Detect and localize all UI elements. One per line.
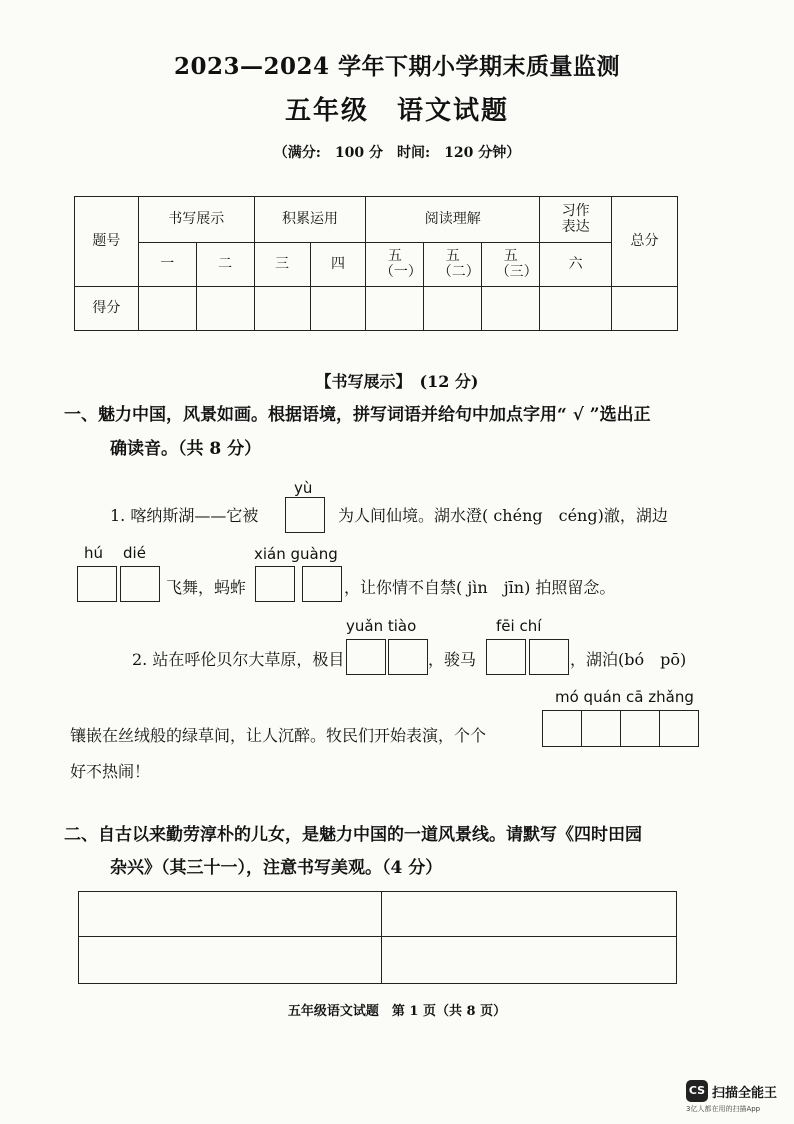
score-cell[interactable] — [540, 287, 612, 331]
answer-box[interactable] — [255, 566, 295, 602]
answer-box[interactable] — [529, 639, 569, 675]
item2-text-a: 2. 站在呼伦贝尔大草原，极目 — [132, 650, 345, 669]
score-cell[interactable] — [482, 287, 540, 331]
question2-line2: 杂兴》（其三十一），注意书写美观。（4 分） — [110, 858, 443, 878]
watermark-name: 扫描全能王 — [712, 1086, 778, 1101]
item2-text-e: 好不热闹！ — [70, 762, 151, 781]
item2-text-b: ，骏马 — [428, 650, 477, 669]
group-reading: 阅读理解 — [366, 197, 540, 243]
q-header-6: 六 — [540, 243, 612, 287]
watermark-sub: 3亿人都在用的扫描App — [686, 1105, 761, 1113]
exam-title: 2023—2024 学年下期小学期末质量监测 — [173, 53, 621, 80]
score-cell[interactable] — [612, 287, 678, 331]
question1-line2: 确读音。（共 8 分） — [110, 439, 262, 459]
score-cell[interactable] — [424, 287, 482, 331]
answer-box[interactable] — [620, 710, 660, 747]
answer-box[interactable] — [77, 566, 117, 602]
group-usage: 积累运用 — [254, 197, 366, 243]
answer-box[interactable] — [346, 639, 386, 675]
score-cell[interactable] — [196, 287, 254, 331]
answer-box[interactable] — [542, 710, 582, 747]
grid-divider — [79, 936, 676, 937]
row-label-score: 得分 — [75, 287, 139, 331]
q-header-1: 一 — [138, 243, 196, 287]
pinyin-die: dié — [123, 544, 146, 562]
q-header-5c: 五（三） — [482, 243, 540, 287]
item1-text-b: 为人间仙境。湖水澄( chéng céng)澈，湖边 — [338, 506, 668, 525]
group-composition: 习作表达 — [540, 197, 612, 243]
grid-divider — [381, 892, 382, 983]
score-cell[interactable] — [254, 287, 310, 331]
answer-box[interactable] — [388, 639, 428, 675]
pinyin-feichi: fēi chí — [496, 617, 542, 635]
q-header-3: 三 — [254, 243, 310, 287]
score-cell[interactable] — [366, 287, 424, 331]
group-total: 总分 — [612, 197, 678, 287]
pinyin-yuantiao: yuǎn tiào — [346, 617, 417, 635]
pinyin-hu: hú — [84, 544, 104, 562]
answer-box[interactable] — [302, 566, 342, 602]
section-heading: 【书写展示】 (12 分) — [315, 372, 479, 391]
item1-text-d: ，让你情不自禁( jìn jīn) 拍照留念。 — [344, 578, 616, 597]
poem-writing-grid[interactable] — [78, 891, 677, 984]
page-footer: 五年级语文试题 第 1 页（共 8 页） — [287, 1004, 507, 1019]
answer-box[interactable] — [285, 497, 325, 533]
group-writing: 书写展示 — [138, 197, 254, 243]
pinyin-xianguang: xián guàng — [254, 545, 338, 563]
pinyin-yu: yù — [294, 479, 313, 497]
row-label-question: 题号 — [75, 197, 139, 287]
q-header-5b: 五（二） — [424, 243, 482, 287]
answer-box[interactable] — [486, 639, 526, 675]
answer-box[interactable] — [659, 710, 699, 747]
item1-text-c: 飞舞，蚂蚱 — [166, 578, 247, 597]
q-header-4: 四 — [310, 243, 366, 287]
exam-subtitle: 五年级 语文试题 — [284, 96, 509, 126]
pinyin-moquancazhang: mó quán cā zhǎng — [555, 688, 694, 706]
score-cell[interactable] — [138, 287, 196, 331]
question2-line1: 二、自古以来勤劳淳朴的儿女，是魅力中国的一道风景线。请默写《四时田园 — [64, 825, 642, 845]
score-table — [74, 196, 678, 331]
question1-line1: 一、魅力中国，风景如画。根据语境，拼写词语并给句中加点字用“ √ ”选出正 — [64, 405, 651, 425]
answer-box[interactable] — [581, 710, 621, 747]
q-header-2: 二 — [196, 243, 254, 287]
score-cell[interactable] — [310, 287, 366, 331]
item2-text-d: 镶嵌在丝绒般的绿草间，让人沉醉。牧民们开始表演，个个 — [70, 726, 487, 745]
camscanner-logo-icon: CS — [686, 1080, 708, 1102]
exam-meta: （满分: 100 分 时间: 120 分钟） — [273, 145, 521, 161]
q-header-5a: 五（一） — [366, 243, 424, 287]
item2-text-c: ，湖泊(bó pō) — [570, 650, 687, 669]
item1-text-a: 1. 喀纳斯湖——它被 — [110, 506, 259, 525]
answer-box[interactable] — [120, 566, 160, 602]
scanner-watermark — [686, 1078, 786, 1114]
